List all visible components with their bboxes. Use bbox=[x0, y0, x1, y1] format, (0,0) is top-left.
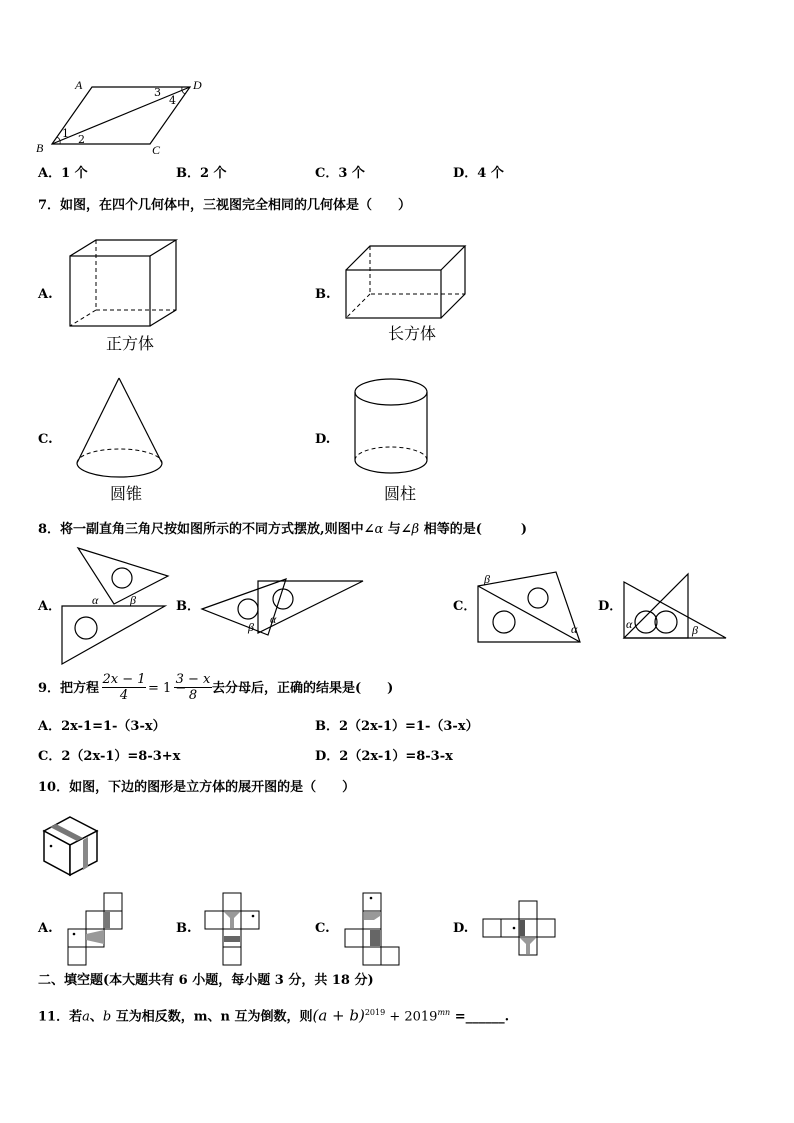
triangle-set-c-figure bbox=[476, 570, 586, 644]
q9-equation-mid: = 1 − bbox=[148, 681, 187, 696]
cylinder-figure bbox=[353, 376, 431, 480]
q8-stem-part3: 相等的是( ) bbox=[419, 522, 528, 537]
q11-stem bbox=[38, 1005, 509, 1025]
q11-prefix: 11．若 bbox=[38, 1009, 83, 1025]
marked-cube-figure bbox=[42, 815, 100, 877]
angle-label-2: 2 bbox=[78, 133, 85, 146]
angle-alpha-b: α bbox=[270, 612, 277, 626]
q10-option-b[interactable]: B. bbox=[176, 921, 192, 936]
q11-expression: (a + b) bbox=[312, 1006, 365, 1025]
q11-plus-2019: + 2019 bbox=[385, 1009, 438, 1025]
q8-option-b[interactable]: B． bbox=[176, 599, 200, 614]
q8-beta: β bbox=[411, 522, 420, 537]
q9-stem-suffix: 去分母后，正确的结果是( ) bbox=[212, 681, 394, 696]
triangle-set-d-figure bbox=[622, 572, 730, 642]
q7-stem: 7．如图，在四个几何体中，三视图完全相同的几何体是（ ） bbox=[38, 198, 412, 213]
q8-stem-part1: 8．将一副直角三角尺按如图所示的不同方式摆放,则图中∠ bbox=[38, 522, 375, 537]
q9-fraction-1 bbox=[102, 672, 146, 703]
q7-caption-cube: 正方体 bbox=[106, 334, 155, 353]
q11-separator: 、 bbox=[89, 1009, 103, 1025]
q6-option-b[interactable]: B．2 个 bbox=[176, 166, 227, 181]
vertex-label-a: A bbox=[75, 78, 83, 92]
q9-option-d[interactable]: D．2（2x-1）=8-3-x bbox=[315, 749, 453, 764]
angle-beta-d: β bbox=[692, 623, 698, 637]
q9-option-b[interactable]: B．2（2x-1）=1-（3-x） bbox=[315, 719, 479, 734]
q9-fraction-1-numerator: 2x − 1 bbox=[102, 672, 146, 687]
q10-option-d[interactable]: D. bbox=[453, 921, 469, 936]
q7-caption-cuboid: 长方体 bbox=[388, 324, 437, 343]
angle-alpha-c: α bbox=[571, 622, 578, 636]
q7-caption-cylinder: 圆柱 bbox=[384, 484, 417, 503]
q8-option-c[interactable]: C． bbox=[453, 599, 477, 614]
angle-alpha-d: α bbox=[626, 617, 633, 631]
angle-alpha-a: α bbox=[92, 593, 99, 607]
cone-figure bbox=[74, 376, 166, 480]
net-b-figure bbox=[203, 892, 261, 966]
triangle-set-b-figure bbox=[200, 577, 366, 637]
q9-fraction-2-numerator: 3 − x bbox=[175, 672, 211, 687]
q7-option-a-key[interactable]: A. bbox=[38, 287, 53, 302]
q10-option-c[interactable]: C. bbox=[315, 921, 330, 936]
q10-stem: 10．如图，下边的图形是立方体的展开图的是（ ） bbox=[38, 780, 356, 795]
q9-stem-prefix: 9．把方程 bbox=[38, 681, 100, 696]
q8-stem bbox=[38, 522, 527, 538]
section-2-heading: 二、填空题(本大题共有 6 小题，每小题 3 分，共 18 分) bbox=[38, 973, 374, 988]
q6-option-a[interactable]: A．1 个 bbox=[38, 166, 88, 181]
q9-option-a[interactable]: A．2x-1=1-（3-x） bbox=[38, 719, 166, 734]
q9-fraction-2-denominator: 8 bbox=[174, 687, 212, 703]
angle-label-4: 4 bbox=[169, 94, 176, 107]
q11-exponent-2019: 2019 bbox=[364, 1008, 386, 1017]
q8-option-d[interactable]: D． bbox=[598, 599, 623, 614]
angle-beta-c: β bbox=[484, 572, 490, 586]
vertex-label-d: D bbox=[193, 78, 202, 92]
q8-stem-part2: 与∠ bbox=[383, 522, 412, 537]
q8-option-a[interactable]: A． bbox=[38, 599, 62, 614]
vertex-label-b: B bbox=[36, 141, 44, 155]
q10-option-a[interactable]: A. bbox=[38, 921, 53, 936]
q11-var-a: a bbox=[82, 1009, 90, 1025]
net-c-figure bbox=[343, 892, 401, 966]
net-a-figure bbox=[66, 892, 124, 966]
angle-beta-b: β bbox=[248, 620, 254, 634]
q6-option-d[interactable]: D．4 个 bbox=[453, 166, 504, 181]
triangle-set-a-figure bbox=[60, 546, 170, 666]
q7-option-d-key[interactable]: D. bbox=[315, 432, 331, 447]
angle-label-1: 1 bbox=[62, 127, 69, 140]
q7-caption-cone: 圆锥 bbox=[110, 484, 143, 503]
q6-option-c[interactable]: C．3 个 bbox=[315, 166, 365, 181]
parallelogram-figure bbox=[30, 72, 220, 156]
q11-exponent-mn: mn bbox=[437, 1008, 451, 1017]
q9-option-c[interactable]: C．2（2x-1）=8-3+x bbox=[38, 749, 181, 764]
q11-var-b: b bbox=[102, 1009, 112, 1025]
q7-option-c-key[interactable]: C. bbox=[38, 432, 53, 447]
cube-figure bbox=[68, 238, 180, 330]
vertex-label-c: C bbox=[152, 143, 161, 157]
q9-fraction-1-denominator: 4 bbox=[102, 687, 146, 703]
net-d-figure bbox=[481, 900, 555, 958]
q11-answer-blank[interactable]: =______. bbox=[450, 1009, 510, 1025]
cuboid-figure bbox=[344, 244, 468, 322]
q8-alpha: α bbox=[374, 522, 384, 537]
angle-label-3: 3 bbox=[154, 86, 161, 99]
q11-condition: 互为相反数，m、n 互为倒数，则 bbox=[111, 1009, 313, 1025]
q9-fraction-2 bbox=[174, 672, 212, 703]
angle-beta-a: β bbox=[130, 593, 136, 607]
q7-option-b-key[interactable]: B. bbox=[315, 287, 331, 302]
